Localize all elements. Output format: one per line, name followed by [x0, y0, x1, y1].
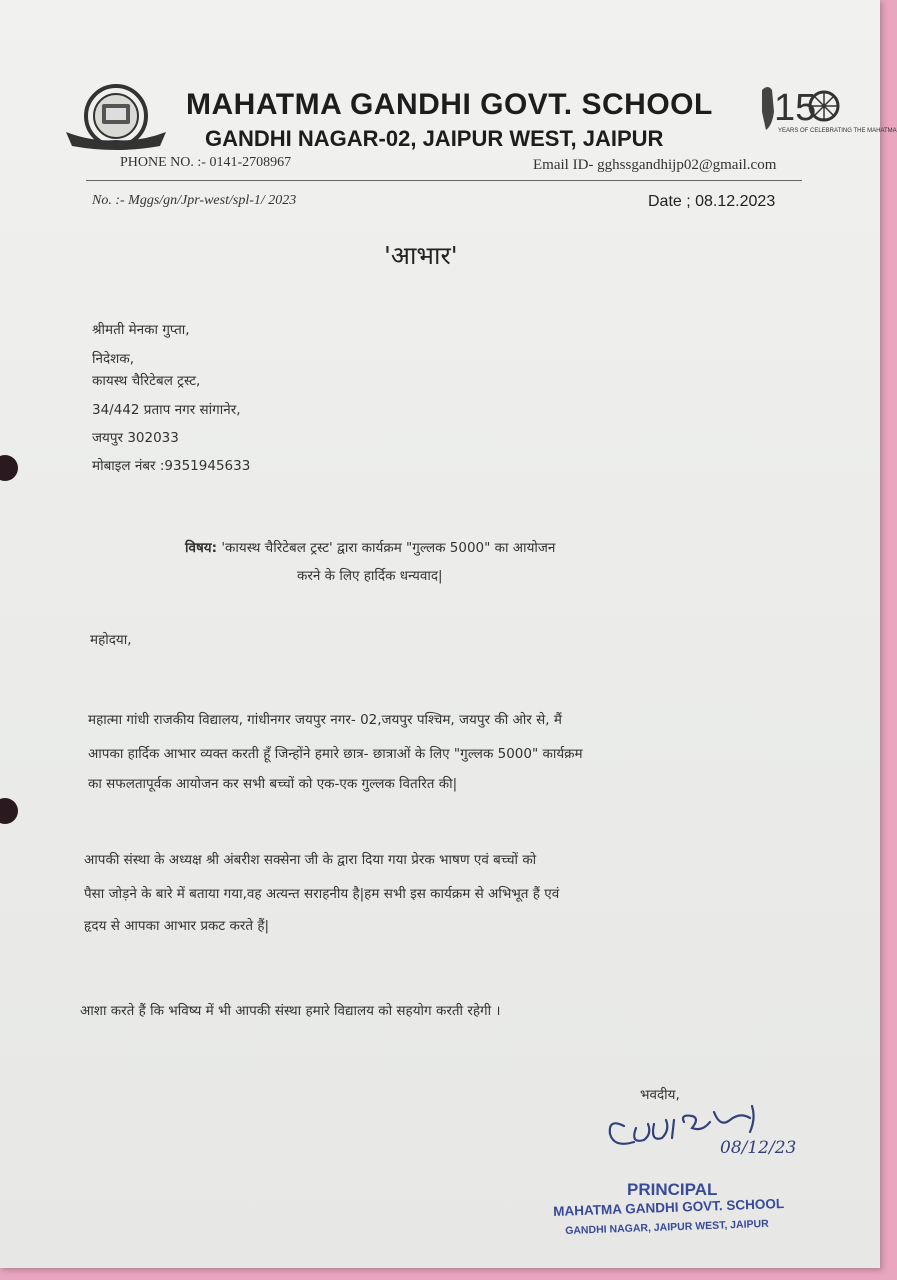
letter-heading: 'आभार' — [384, 241, 458, 270]
paragraph-3-line-1: आशा करते हैं कि भविष्य में भी आपकी संस्था हमारे विद्यालय को सहयोग करती रहेगी । — [80, 1003, 501, 1019]
subject-label: विषय: — [185, 540, 218, 556]
letter-date: Date ; 08.12.2023 — [648, 193, 776, 210]
paragraph-2-line-3: हृदय से आपका आभार प्रकट करते हैं| — [84, 918, 270, 934]
paragraph-2-line-1: आपकी संस्था के अध्यक्ष श्री अंबरीश सक्सेना जी के द्वारा दिया गया प्रेरक भाषण एवं बच्चों को — [84, 852, 537, 868]
recipient-address: 34/442 प्रताप नगर सांगानेर, — [92, 402, 241, 418]
phone-number: PHONE NO. :- 0141-2708967 — [120, 155, 292, 170]
signature-date: 08/12/23 — [720, 1138, 797, 1158]
school-address: GANDHI NAGAR-02, JAIPUR WEST, JAIPUR — [205, 126, 664, 151]
school-name: MAHATMA GANDHI GOVT. SCHOOL — [186, 88, 713, 121]
stamp-address: GANDHI NAGAR, JAIPUR WEST, JAIPUR — [565, 1217, 769, 1237]
salutation: महोदया, — [90, 632, 132, 648]
subject-line-2: करने के लिए हार्दिक धन्यवाद| — [297, 568, 443, 584]
paragraph-1-line-2: आपका हार्दिक आभार व्यक्त करती हूँ जिन्होंने हमारे छात्र- छात्राओं के लिए "गुल्लक 5000" कार्यक्रम — [88, 746, 583, 762]
paragraph-1-line-1: महात्मा गांधी राजकीय विद्यालय, गांधीनगर जयपुर नगर- 02,जयपुर पश्चिम, जयपुर की ओर से, मैं — [88, 712, 562, 728]
svg-text:15: 15 — [774, 87, 817, 129]
stamp-school-name: MAHATMA GANDHI GOVT. SCHOOL — [553, 1195, 785, 1219]
reference-number: No. :- Mggs/gn/Jpr-west/spl-1/ 2023 — [92, 193, 297, 208]
recipient-mobile: मोबाइल नंबर :9351945633 — [92, 458, 251, 474]
logo-tagline: YEARS OF CELEBRATING THE MAHATMA — [778, 128, 897, 134]
punch-hole-top — [0, 455, 18, 481]
subject-text: 'कायस्थ चैरिटेबल ट्रस्ट' द्वारा कार्यक्रम "गुल्लक 5000" का आयोजन — [221, 540, 556, 556]
recipient-designation: निदेशक, — [92, 351, 134, 367]
punch-hole-bottom — [0, 798, 18, 824]
stamp-principal: PRINCIPAL — [627, 1180, 718, 1199]
header-divider — [86, 180, 802, 181]
subject-line — [185, 538, 555, 556]
school-emblem-logo — [62, 80, 170, 152]
recipient-city: जयपुर 302033 — [92, 430, 179, 446]
recipient-organization: कायस्थ चैरिटेबल ट्रस्ट, — [92, 373, 201, 389]
gandhi-150-logo — [752, 82, 897, 148]
paragraph-1-line-3: का सफलतापूर्वक आयोजन कर सभी बच्चों को एक-एक गुल्लक वितरित की| — [88, 776, 458, 792]
recipient-name: श्रीमती मेनका गुप्ता, — [92, 322, 190, 338]
email-address: Email ID- gghssgandhijp02@gmail.com — [533, 157, 777, 173]
paragraph-2-line-2: पैसा जोड़ने के बारे में बताया गया,वह अत्यन्त सराहनीय है|हम सभी इस कार्यक्रम से अभिभूत हैं एवं — [84, 886, 560, 902]
closing-remark: भवदीय, — [640, 1087, 680, 1103]
